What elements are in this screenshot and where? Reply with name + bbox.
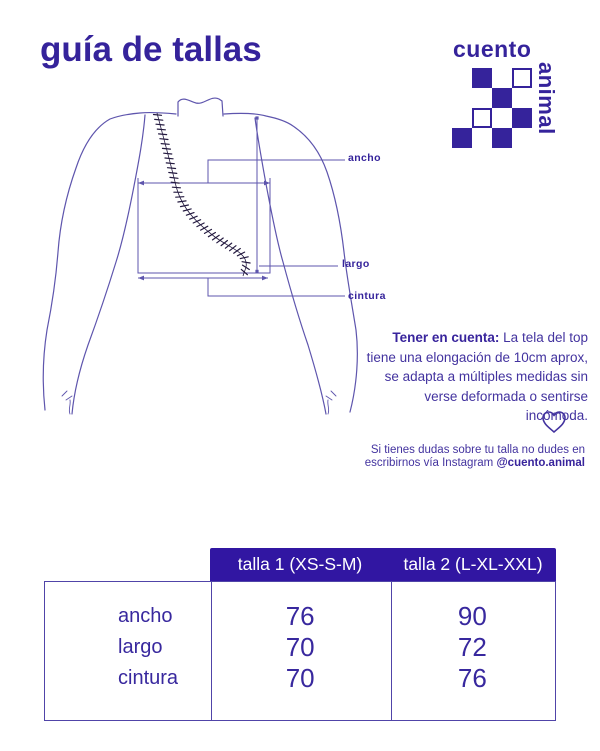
cintura-line	[138, 276, 268, 281]
cintura-talla1-value: 70	[285, 663, 315, 693]
cintura-talla2-value: 76	[457, 663, 487, 693]
row-label-largo: largo	[118, 636, 163, 658]
label-cintura: cintura	[348, 290, 386, 302]
measure-rectangle	[138, 178, 270, 273]
stitch-seam	[154, 113, 251, 276]
table-row-cintura	[45, 663, 555, 694]
logo-grid-cell	[452, 128, 472, 148]
logo-grid-cell	[492, 68, 512, 88]
logo-grid-cell	[452, 88, 472, 108]
logo-grid-cell	[512, 128, 532, 148]
table-divider-2	[391, 582, 392, 720]
logo-pixel-grid-icon	[452, 68, 532, 148]
size-table-header	[210, 548, 556, 581]
body-outline	[43, 98, 357, 414]
contact-note	[325, 444, 585, 469]
contact-line-2-prefix: escribirnos vía Instagram	[364, 456, 497, 469]
label-ancho: ancho	[348, 152, 381, 164]
logo-grid-cell	[452, 68, 472, 88]
brand-logo	[452, 36, 572, 156]
brand-name-animal: animal	[534, 62, 559, 135]
label-largo: largo	[342, 258, 370, 270]
table-row-ancho	[45, 601, 555, 632]
size-table	[44, 548, 556, 721]
measurement-diagram	[30, 85, 365, 430]
logo-grid-cell	[512, 68, 532, 88]
ancho-talla1-value: 76	[285, 601, 315, 631]
table-divider-1	[211, 582, 212, 720]
page-title: guía de tallas	[40, 30, 262, 69]
largo-talla1-value: 70	[285, 632, 315, 662]
ancho-talla2-value: 90	[457, 601, 487, 631]
note-bold-intro: Tener en cuenta:	[392, 330, 500, 345]
column-header-talla-2: talla 2 (L-XL-XXL)	[403, 554, 543, 574]
row-label-ancho: ancho	[118, 605, 173, 627]
logo-grid-cell	[472, 68, 492, 88]
largo-talla2-value: 72	[457, 632, 487, 662]
logo-grid-cell	[472, 108, 492, 128]
logo-grid-cell	[472, 88, 492, 108]
logo-grid-cell	[492, 108, 512, 128]
logo-grid-cell	[472, 128, 492, 148]
logo-grid-cell	[492, 88, 512, 108]
logo-grid-cell	[492, 128, 512, 148]
contact-line-1: Si tienes dudas sobre tu talla no dudes en	[370, 444, 585, 456]
leader-lines	[208, 160, 345, 296]
logo-grid-cell	[512, 88, 532, 108]
row-label-cintura: cintura	[118, 667, 179, 689]
size-table-body	[44, 581, 556, 721]
logo-grid-cell	[452, 108, 472, 128]
instagram-handle-link[interactable]: @cuento.animal	[496, 456, 585, 469]
table-row-largo	[45, 632, 555, 663]
logo-grid-cell	[512, 108, 532, 128]
column-header-talla-1: talla 1 (XS-S-M)	[237, 554, 363, 574]
brand-name-cuento: cuento	[453, 36, 532, 62]
heart-icon	[540, 409, 568, 435]
contact-line-2	[325, 457, 585, 470]
note-body-text: La tela del top tiene una elongación de 10cm aprox, se adapta a múltiples medidas sin verse deformada o sentirse incómoda.	[366, 330, 588, 423]
